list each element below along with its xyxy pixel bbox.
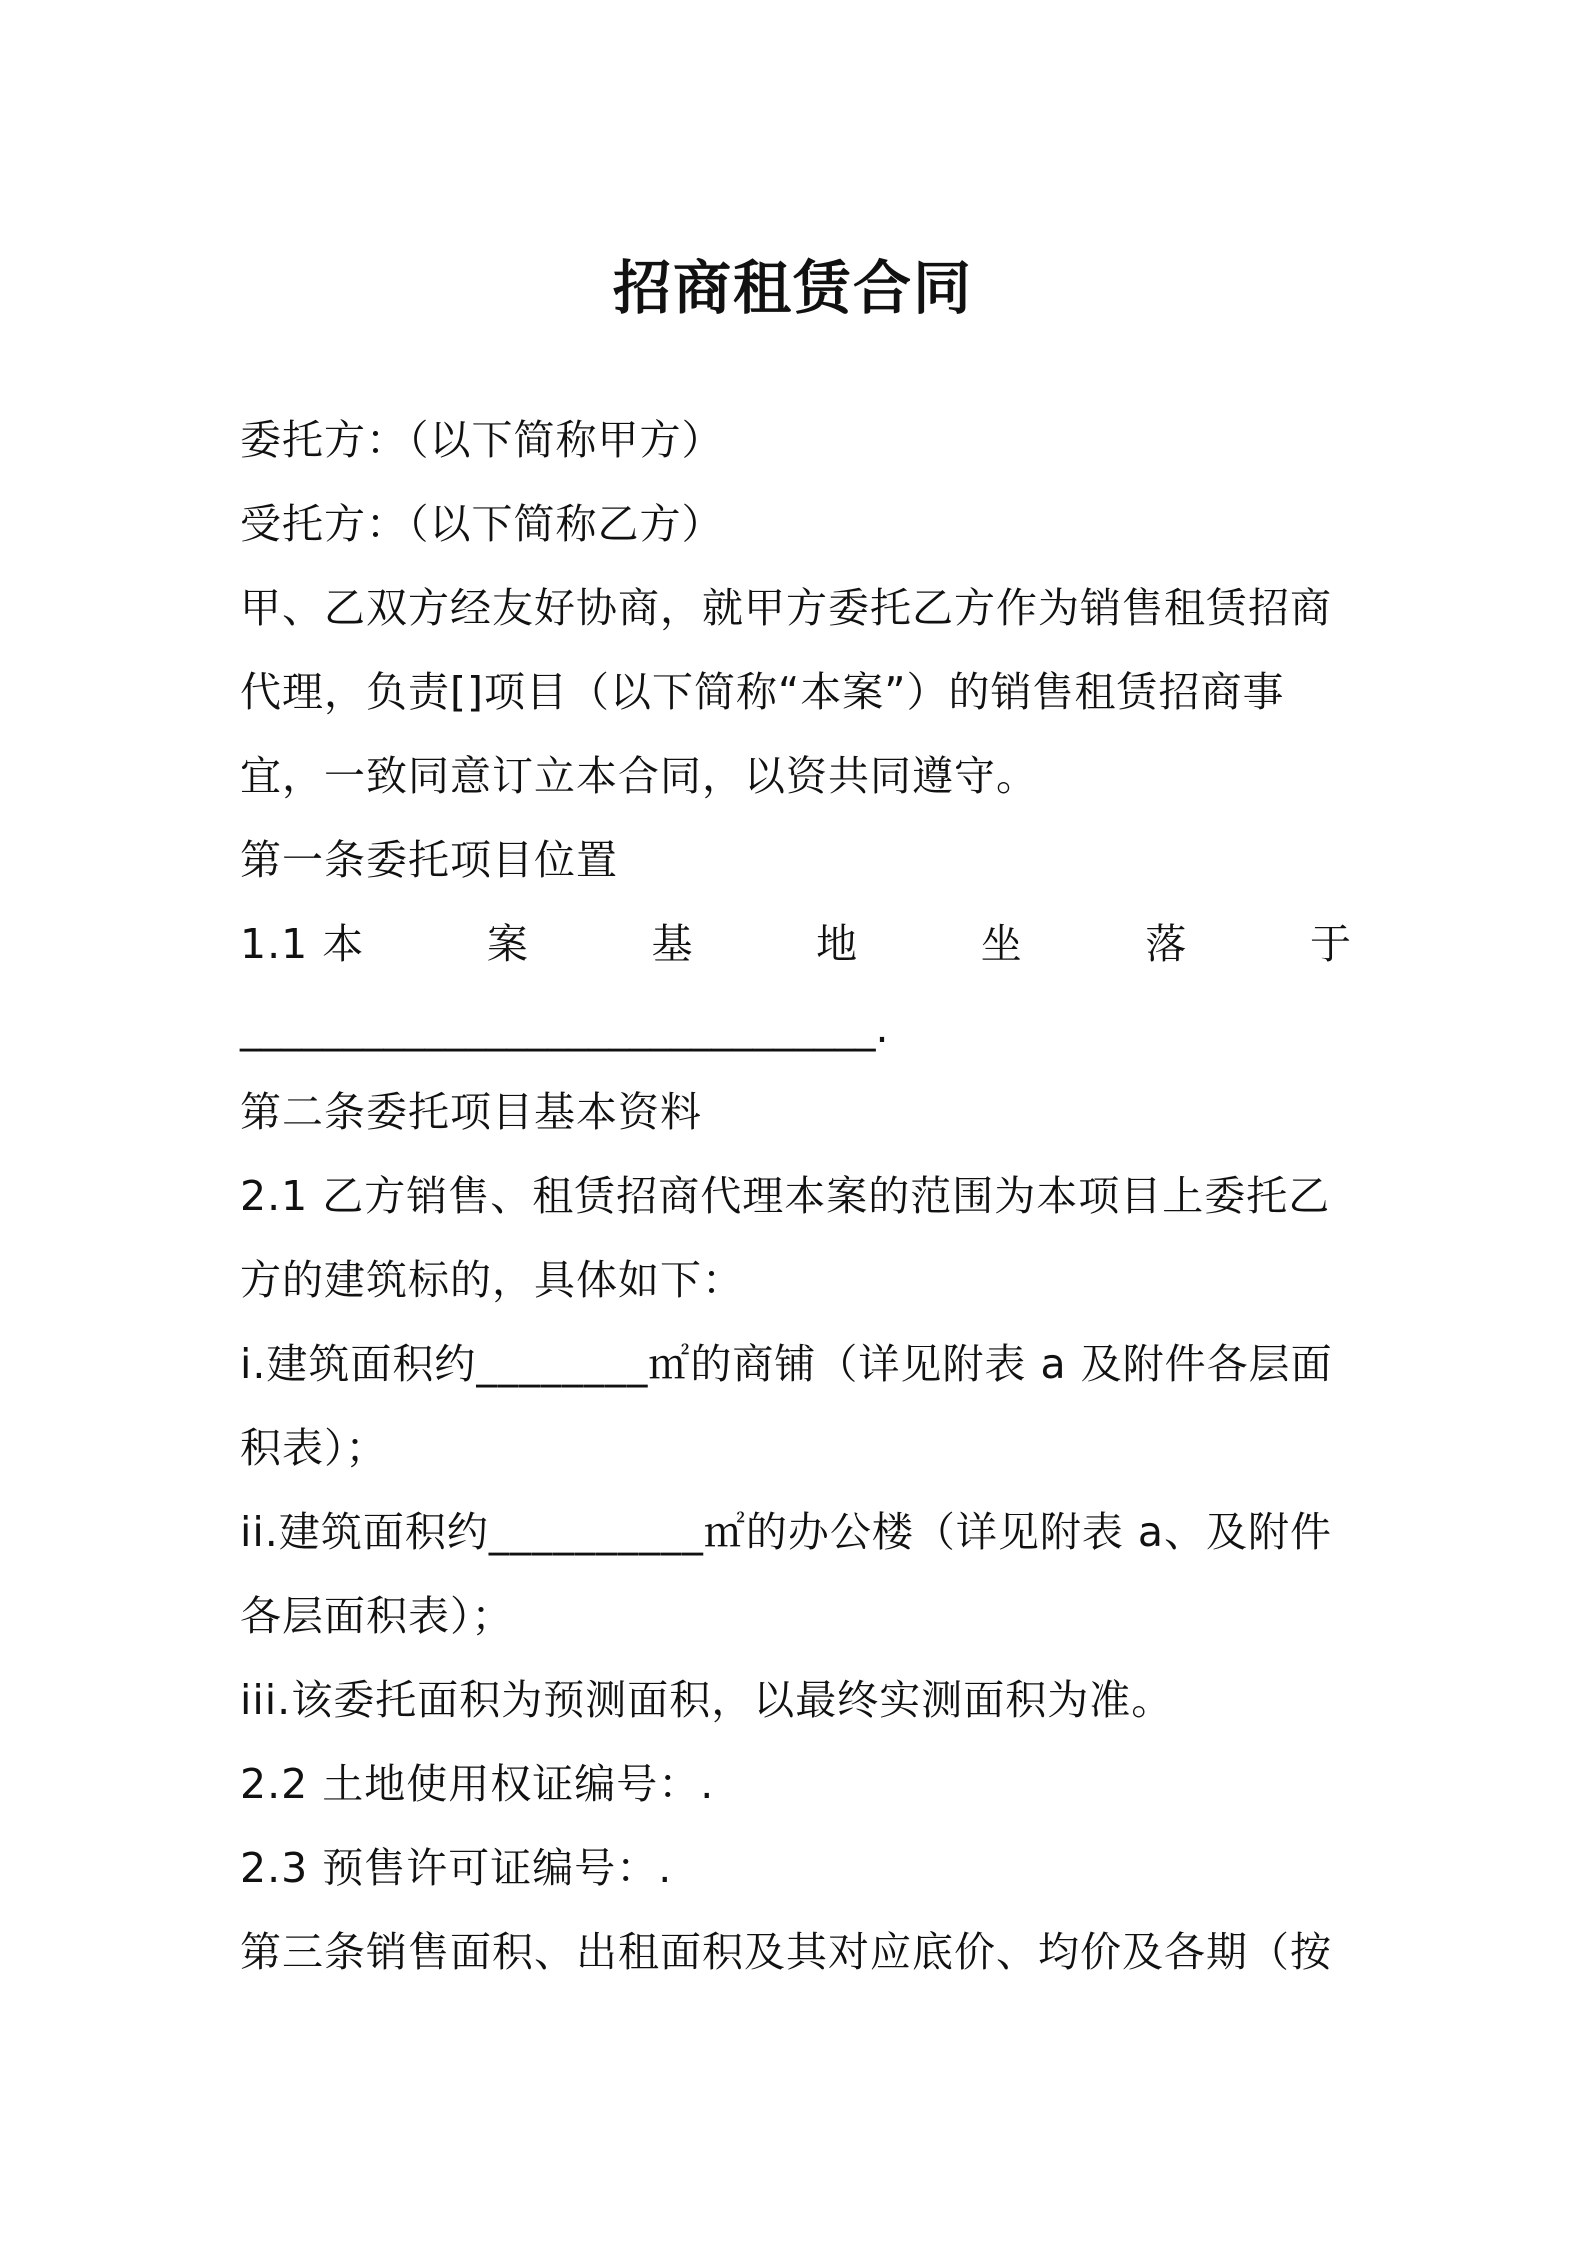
clause-2-3-line: 2.3 预售许可证编号：. (240, 1844, 673, 1892)
article-3-heading: 第三条销售面积、出租面积及其对应底价、均价及各期（按 (240, 1928, 1332, 1976)
party-a-line: 委托方：（以下简称甲方） (240, 416, 724, 464)
clause-1-1 (240, 914, 1352, 974)
preamble-line-1: 甲、乙双方经友好协商，就甲方委托乙方作为销售租赁招商 (240, 584, 1332, 632)
clause-1-1-char: 基 (651, 920, 694, 968)
preamble-line-3: 宜，一致同意订立本合同，以资共同遵守。 (240, 752, 1038, 800)
document-title: 招商租赁合同 (612, 254, 973, 322)
clause-2-1-line-2: 方的建筑标的，具体如下： (240, 1256, 744, 1304)
location-blank-line: _______________________________. (240, 1004, 889, 1052)
item-i-line-1: i.建筑面积约________㎡的商铺（详见附表 a 及附件各层面 (240, 1340, 1333, 1388)
article-2-heading: 第二条委托项目基本资料 (240, 1088, 702, 1136)
clause-2-2-line: 2.2 土地使用权证编号：. (240, 1760, 715, 1808)
item-iii-line: iii.该委托面积为预测面积，以最终实测面积为准。 (240, 1676, 1174, 1724)
clause-1-1-char: 于 (1310, 920, 1352, 968)
clause-1-1-char: 坐 (980, 920, 1023, 968)
preamble-line-2: 代理，负责[]项目（以下简称“本案”）的销售租赁招商事 (240, 668, 1285, 716)
clause-1-1-char: 案 (486, 920, 529, 968)
clause-1-1-char: 落 (1145, 920, 1188, 968)
party-b-line: 受托方：（以下简称乙方） (240, 500, 724, 548)
clause-1-1-char: 1.1 本 (240, 920, 365, 968)
item-i-line-2: 积表）； (240, 1424, 388, 1472)
item-ii-line-2: 各层面积表）； (240, 1592, 514, 1640)
item-ii-line-1: ii.建筑面积约__________㎡的办公楼（详见附表 a、及附件 (240, 1508, 1332, 1556)
clause-1-1-char: 地 (816, 920, 859, 968)
article-1-heading: 第一条委托项目位置 (240, 836, 618, 884)
clause-2-1-line-1: 2.1 乙方销售、租赁招商代理本案的范围为本项目上委托乙 (240, 1172, 1331, 1220)
